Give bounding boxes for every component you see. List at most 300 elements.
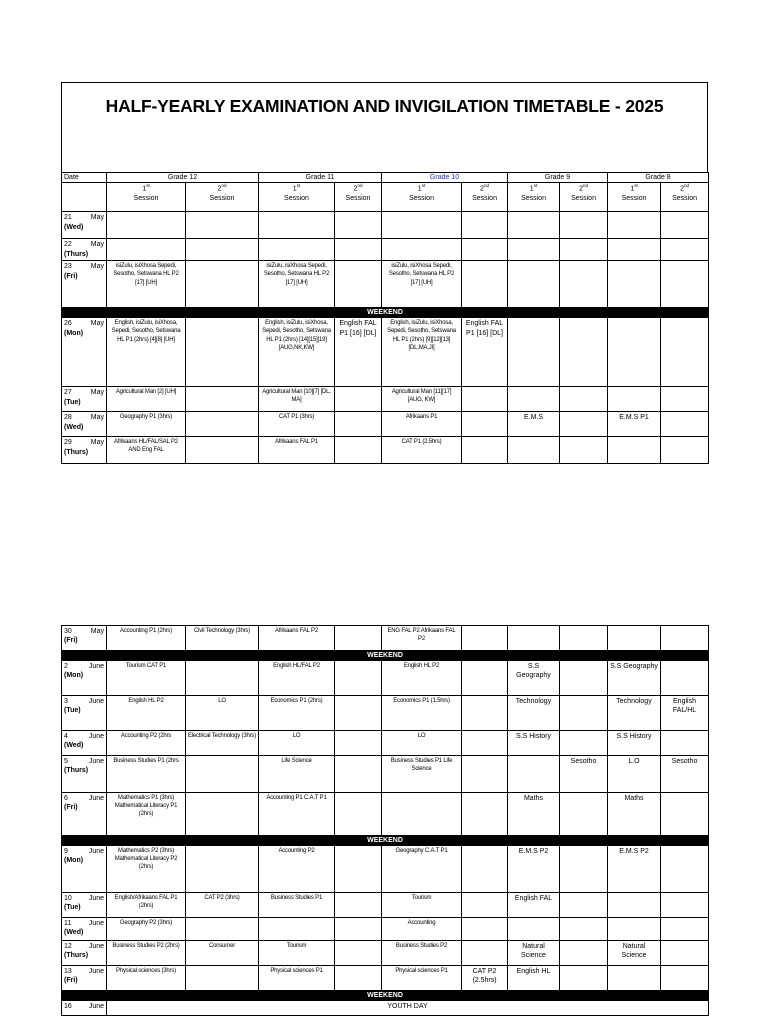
- month: June: [88, 895, 104, 902]
- session-suffix: st: [421, 183, 426, 189]
- subject-cell: [335, 661, 382, 696]
- subject-cell: S.S Geography: [508, 661, 560, 696]
- subject-cell: [560, 261, 608, 308]
- subject-cell: [560, 437, 608, 464]
- table-row: [62, 318, 709, 387]
- date-cell: [62, 318, 107, 387]
- subject-cell: [335, 626, 382, 651]
- subject-cell: [508, 437, 560, 464]
- subject-cell: Life Science: [259, 756, 335, 793]
- session-header: [382, 183, 462, 212]
- subject-cell: [560, 696, 608, 731]
- subject-cell: [608, 966, 661, 991]
- subject-cell: Business Studies P2: [382, 941, 462, 966]
- session-label: Session: [571, 195, 596, 203]
- subject-cell: [335, 793, 382, 836]
- subject-cell: Civil Technology (3hrs): [186, 626, 259, 651]
- weekday: (Thurs): [64, 952, 89, 960]
- date-cell: [62, 846, 107, 893]
- subject-cell: [560, 793, 608, 836]
- subject-cell: Maths: [508, 793, 560, 836]
- day-number: 13: [64, 968, 72, 975]
- subject-cell: Physical sciences P1: [259, 966, 335, 991]
- day-number: 16: [64, 1003, 72, 1010]
- month: June: [88, 733, 104, 740]
- subject-cell: [335, 437, 382, 464]
- subject-cell: [462, 756, 508, 793]
- table-row: [62, 261, 709, 308]
- subject-cell: [335, 918, 382, 941]
- weekday: (Wed): [64, 929, 84, 937]
- subject-cell: [508, 239, 560, 261]
- weekday: (Fri): [64, 804, 78, 812]
- subject-cell: [661, 918, 709, 941]
- subject-cell: [382, 793, 462, 836]
- subject-cell: CAT P1 (3hrs): [259, 412, 335, 437]
- subject-cell: Tourism: [259, 941, 335, 966]
- session-header: [107, 183, 186, 212]
- subject-cell: S.S History: [508, 731, 560, 756]
- session-header: [608, 183, 661, 212]
- session-label: Session: [521, 195, 546, 203]
- table-row: [62, 918, 709, 941]
- subject-cell: Business Studies P1 Life Science: [382, 756, 462, 793]
- subject-cell: ENG FAL P2 Afrikaans FAL P2: [382, 626, 462, 651]
- session-number: 2: [680, 185, 684, 193]
- subject-cell: [560, 893, 608, 918]
- subject-cell: [107, 239, 186, 261]
- subject-cell: E.M.S: [508, 412, 560, 437]
- date-cell: [62, 261, 107, 308]
- weekday: (Mon): [64, 857, 84, 865]
- subject-cell: [462, 696, 508, 731]
- subject-cell: S.S Geography: [608, 661, 661, 696]
- subject-cell: [335, 941, 382, 966]
- month: June: [88, 758, 104, 765]
- subject-cell: English, isiZulu, isiXhosa, Sepedi, Sesotho, Setswana HL P1 (2hrs) [4][8] [UH]: [107, 318, 186, 387]
- session-header: [560, 183, 608, 212]
- month: June: [88, 663, 104, 670]
- subject-cell: English FAL P1 [16] [DL]: [462, 318, 508, 387]
- subject-cell: S.S History: [608, 731, 661, 756]
- subject-cell: [608, 918, 661, 941]
- subject-cell: [661, 239, 709, 261]
- day-number: 21: [64, 214, 72, 222]
- weekday: (Tue): [64, 398, 81, 406]
- subject-cell: [186, 756, 259, 793]
- subject-cell: [335, 731, 382, 756]
- day-number: 22: [64, 241, 72, 249]
- subject-cell: Business Studies P1 (2hrs: [107, 756, 186, 793]
- subject-cell: [661, 212, 709, 239]
- session-number: 2: [353, 185, 358, 193]
- subject-cell: [661, 793, 709, 836]
- subject-cell: Physical sciences (3hrs): [107, 966, 186, 991]
- subject-cell: [560, 918, 608, 941]
- session-suffix: nd: [683, 183, 689, 189]
- month: May: [90, 389, 104, 397]
- subject-cell: Technology: [508, 696, 560, 731]
- subject-cell: [508, 756, 560, 793]
- subject-cell: English, isiZulu, isiXhosa, Sepedi, Sesotho, Setswana HL P1 (2hrs) [9][12][13] [DL,MA,JI]: [382, 318, 462, 387]
- date-cell: [62, 1001, 107, 1016]
- subject-cell: [560, 731, 608, 756]
- day-number: 26: [64, 320, 72, 328]
- date-cell: [62, 212, 107, 239]
- date-cell: [62, 661, 107, 696]
- subject-cell: [560, 412, 608, 437]
- weekday: (Thurs): [64, 250, 89, 258]
- subject-cell: [462, 261, 508, 308]
- session-header: [186, 183, 259, 212]
- subject-cell: Business Studies P2 (2hrs): [107, 941, 186, 966]
- subject-cell: [462, 412, 508, 437]
- subject-cell: CAT P1 (2.5hrs): [382, 437, 462, 464]
- session-number: 1: [142, 185, 147, 193]
- month: June: [88, 795, 104, 802]
- subject-cell: English FAL P1 [16] [DL]: [335, 318, 382, 387]
- day-number: 3: [64, 698, 68, 705]
- month: May: [90, 241, 104, 249]
- subject-cell: Accounting: [382, 918, 462, 941]
- subject-cell: [661, 661, 709, 696]
- session-header: [259, 183, 335, 212]
- subject-cell: Afrikaans FAL P2: [259, 626, 335, 651]
- subject-cell: Economics P1 (1.5hrs): [382, 696, 462, 731]
- table-row: [62, 212, 709, 239]
- subject-cell: Agricultural Man [11][17] [AUG, KW]: [382, 387, 462, 412]
- subject-cell: [462, 793, 508, 836]
- table-row: [62, 239, 709, 261]
- day-number: 23: [64, 263, 72, 271]
- subject-cell: [608, 437, 661, 464]
- weekday: (Wed): [64, 742, 84, 750]
- subject-cell: Economics P1 (2hrs): [259, 696, 335, 731]
- subject-cell: Natural Science: [508, 941, 560, 966]
- subject-cell: E.M.S P2: [508, 846, 560, 893]
- session-label: Session: [472, 195, 497, 203]
- subject-cell: Afrikaans HL/FAL/SAL P2 AND Eng FAL: [107, 437, 186, 464]
- subject-cell: Sesotho: [661, 756, 709, 793]
- subject-cell: [560, 387, 608, 412]
- subject-cell: English FAL/HL: [661, 696, 709, 731]
- weekday: (Mon): [64, 672, 84, 680]
- month: June: [88, 698, 104, 705]
- date-header: Date: [62, 173, 107, 183]
- subject-cell: [462, 661, 508, 696]
- month: May: [90, 214, 104, 222]
- session-number: 2: [217, 185, 222, 193]
- subject-cell: English HL P2: [382, 661, 462, 696]
- date-cell: [62, 239, 107, 261]
- subject-cell: Technology: [608, 696, 661, 731]
- month: June: [88, 943, 104, 950]
- weekend-label: WEEKEND: [62, 308, 709, 318]
- table-row: [62, 756, 709, 793]
- session-number: 2: [579, 185, 583, 193]
- day-number: 27: [64, 389, 72, 397]
- session-number: 1: [417, 185, 422, 193]
- weekday: (Thurs): [64, 767, 89, 775]
- subject-cell: CAT P2 (3hrs): [186, 893, 259, 918]
- weekday: (Mon): [64, 329, 84, 337]
- subject-cell: [335, 756, 382, 793]
- subject-cell: [661, 412, 709, 437]
- subject-cell: [661, 966, 709, 991]
- subject-cell: Mathematics P2 (3hrs) Mathematical Literacy P2 (2hrs): [107, 846, 186, 893]
- subject-cell: Sesotho: [560, 756, 608, 793]
- weekend-row: [62, 651, 709, 661]
- month: June: [88, 920, 104, 927]
- session-number: 1: [630, 185, 635, 193]
- date-cell: [62, 731, 107, 756]
- table-row: [62, 437, 709, 464]
- date-cell: [62, 941, 107, 966]
- subject-cell: English HL/FAL P2: [259, 661, 335, 696]
- session-suffix: st: [146, 183, 150, 189]
- subject-cell: [560, 966, 608, 991]
- subject-cell: [382, 239, 462, 261]
- timetable-part-1: [61, 172, 709, 464]
- subject-cell: [608, 261, 661, 308]
- table-row: [62, 941, 709, 966]
- table-row: [62, 893, 709, 918]
- subject-cell: [186, 318, 259, 387]
- date-cell: [62, 412, 107, 437]
- session-number: 1: [292, 185, 297, 193]
- weekend-label: WEEKEND: [62, 651, 709, 661]
- subject-cell: [661, 626, 709, 651]
- session-header: [335, 183, 382, 212]
- subject-cell: [186, 918, 259, 941]
- session-header-row: [62, 183, 709, 212]
- subject-cell: [661, 261, 709, 308]
- subject-cell: [608, 318, 661, 387]
- date-cell: [62, 793, 107, 836]
- table-row: [62, 661, 709, 696]
- subject-cell: [335, 846, 382, 893]
- month: May: [90, 439, 104, 447]
- grade-8-header: Grade 8: [608, 173, 709, 183]
- month: June: [88, 848, 104, 855]
- weekday: (Tue): [64, 707, 81, 715]
- subject-cell: [661, 941, 709, 966]
- session-label: Session: [409, 195, 434, 203]
- subject-cell: [661, 893, 709, 918]
- subject-cell: [107, 212, 186, 239]
- table-row: [62, 793, 709, 836]
- subject-cell: Accounting P1 (2hrs): [107, 626, 186, 651]
- subject-cell: [608, 893, 661, 918]
- subject-cell: [186, 966, 259, 991]
- subject-cell: Geography P2 (3hrs): [107, 918, 186, 941]
- grade-12-header: Grade 12: [107, 173, 259, 183]
- date-cell: [62, 918, 107, 941]
- date-cell: [62, 966, 107, 991]
- day-number: 29: [64, 439, 72, 447]
- weekday: (Thurs): [64, 448, 89, 456]
- weekday: (Fri): [64, 637, 78, 645]
- subject-cell: [508, 626, 560, 651]
- day-number: 9: [64, 848, 68, 855]
- subject-cell: Consumer: [186, 941, 259, 966]
- subject-cell: CAT P2 (2.5hrs): [462, 966, 508, 991]
- subject-cell: [608, 239, 661, 261]
- subject-cell: [335, 412, 382, 437]
- month: May: [90, 414, 104, 422]
- subject-cell: [462, 893, 508, 918]
- date-cell: [62, 626, 107, 651]
- subject-cell: Accounting P2: [259, 846, 335, 893]
- subject-cell: [259, 239, 335, 261]
- subject-cell: [335, 893, 382, 918]
- weekday: (Wed): [64, 223, 84, 231]
- day-number: 2: [64, 663, 68, 670]
- subject-cell: [335, 966, 382, 991]
- subject-cell: Geography C.A.T P1: [382, 846, 462, 893]
- subject-cell: [462, 846, 508, 893]
- subject-cell: [608, 212, 661, 239]
- subject-cell: [462, 941, 508, 966]
- table-row: [62, 846, 709, 893]
- subject-cell: [661, 387, 709, 412]
- subject-cell: [661, 731, 709, 756]
- subject-cell: English, isiZulu, isiXhosa, Sepedi, Sesotho, Setswana HL P1 (2hrs) [14][15][19] [AUG,NK,KW]: [259, 318, 335, 387]
- table-row: [62, 696, 709, 731]
- session-header: [661, 183, 709, 212]
- weekend-label: WEEKEND: [62, 991, 709, 1001]
- subject-cell: [661, 318, 709, 387]
- subject-cell: Afrikaans P1: [382, 412, 462, 437]
- table-row: [62, 1001, 709, 1016]
- subject-cell: [560, 239, 608, 261]
- subject-cell: [608, 626, 661, 651]
- session-label: Session: [209, 195, 235, 203]
- month: May: [90, 320, 104, 328]
- subject-cell: Geography P1 (3hrs): [107, 412, 186, 437]
- subject-cell: English/Afrikaans FAL P1 (2hrs): [107, 893, 186, 918]
- subject-cell: English HL P2: [107, 696, 186, 731]
- day-number: 5: [64, 758, 68, 765]
- subject-cell: [259, 212, 335, 239]
- subject-cell: [462, 437, 508, 464]
- subject-cell: E.M.S P1: [608, 412, 661, 437]
- month: June: [88, 1003, 104, 1010]
- session-suffix: st: [634, 183, 638, 189]
- weekday: (Fri): [64, 977, 78, 985]
- subject-cell: LO: [382, 731, 462, 756]
- subject-cell: English FAL: [508, 893, 560, 918]
- day-number: 11: [64, 920, 72, 927]
- table-row: [62, 412, 709, 437]
- subject-cell: [508, 387, 560, 412]
- session-label: Session: [621, 195, 647, 203]
- subject-cell: Business Studies P1: [259, 893, 335, 918]
- subject-cell: isiZulu, isiXhosa Sepedi, Sesotho, Setswana HL P2 [17] [UH]: [382, 261, 462, 308]
- day-number: 30: [64, 628, 72, 635]
- subject-cell: [661, 846, 709, 893]
- subject-cell: LO: [259, 731, 335, 756]
- weekend-label: WEEKEND: [62, 836, 709, 846]
- date-cell: [62, 387, 107, 412]
- date-cell: [62, 893, 107, 918]
- session-suffix: nd: [221, 183, 227, 189]
- subject-cell: [508, 261, 560, 308]
- subject-cell: Accounting P1 C.A.T P1: [259, 793, 335, 836]
- timetable-part-2: [61, 625, 709, 1016]
- subject-cell: [560, 318, 608, 387]
- subject-cell: [508, 212, 560, 239]
- subject-cell: [462, 387, 508, 412]
- subject-cell: [560, 661, 608, 696]
- session-label: Session: [284, 195, 309, 203]
- subject-cell: [186, 846, 259, 893]
- subject-cell: Mathematics P1 (3hrs) Mathematical Literacy P1 (2hrs): [107, 793, 186, 836]
- subject-cell: Agricultural Man [2] [UH]: [107, 387, 186, 412]
- subject-cell: [186, 793, 259, 836]
- subject-cell: [608, 387, 661, 412]
- subject-cell: Physical sciences P1: [382, 966, 462, 991]
- date-header-blank: [62, 183, 107, 212]
- subject-cell: [335, 261, 382, 308]
- subject-cell: Electrical Technology (3hrs): [186, 731, 259, 756]
- weekday: (Wed): [64, 423, 84, 431]
- page-title: HALF-YEARLY EXAMINATION AND INVIGILATION TIMETABLE - 2025: [105, 96, 664, 116]
- session-suffix: st: [296, 183, 301, 189]
- subject-cell: [186, 412, 259, 437]
- subject-cell: [661, 437, 709, 464]
- subject-cell: [462, 918, 508, 941]
- subject-cell: isiZulu, isiXhosa Sepedi, Sesotho, Setswana HL P2 [17] [UH]: [259, 261, 335, 308]
- subject-cell: [335, 239, 382, 261]
- subject-cell: [462, 731, 508, 756]
- subject-cell: [382, 212, 462, 239]
- subject-cell: [560, 626, 608, 651]
- session-suffix: nd: [357, 183, 363, 189]
- weekend-row: [62, 308, 709, 318]
- subject-cell: [186, 212, 259, 239]
- table-row: [62, 731, 709, 756]
- subject-cell: LO: [186, 696, 259, 731]
- weekend-row: [62, 991, 709, 1001]
- subject-cell: Afrikaans FAL P1: [259, 437, 335, 464]
- session-number: 1: [529, 185, 534, 193]
- day-number: 12: [64, 943, 72, 950]
- subject-cell: [560, 941, 608, 966]
- subject-cell: [462, 626, 508, 651]
- session-number: 2: [480, 185, 484, 193]
- subject-cell: [462, 212, 508, 239]
- session-label: Session: [345, 195, 371, 203]
- subject-cell: Agricultural Man [10][7] [DL, MA]: [259, 387, 335, 412]
- day-number: 4: [64, 733, 68, 740]
- subject-cell: [560, 846, 608, 893]
- grade-10-header: Grade 10: [382, 173, 508, 183]
- weekend-row: [62, 836, 709, 846]
- subject-cell: [335, 387, 382, 412]
- holiday-cell: YOUTH DAY: [107, 1001, 709, 1016]
- subject-cell: [186, 387, 259, 412]
- subject-cell: [186, 661, 259, 696]
- session-suffix: nd: [582, 183, 588, 189]
- day-number: 10: [64, 895, 72, 902]
- weekday: (Tue): [64, 904, 81, 912]
- subject-cell: Maths: [608, 793, 661, 836]
- session-header: [508, 183, 560, 212]
- month: June: [88, 968, 104, 975]
- subject-cell: [259, 918, 335, 941]
- month: May: [90, 263, 104, 271]
